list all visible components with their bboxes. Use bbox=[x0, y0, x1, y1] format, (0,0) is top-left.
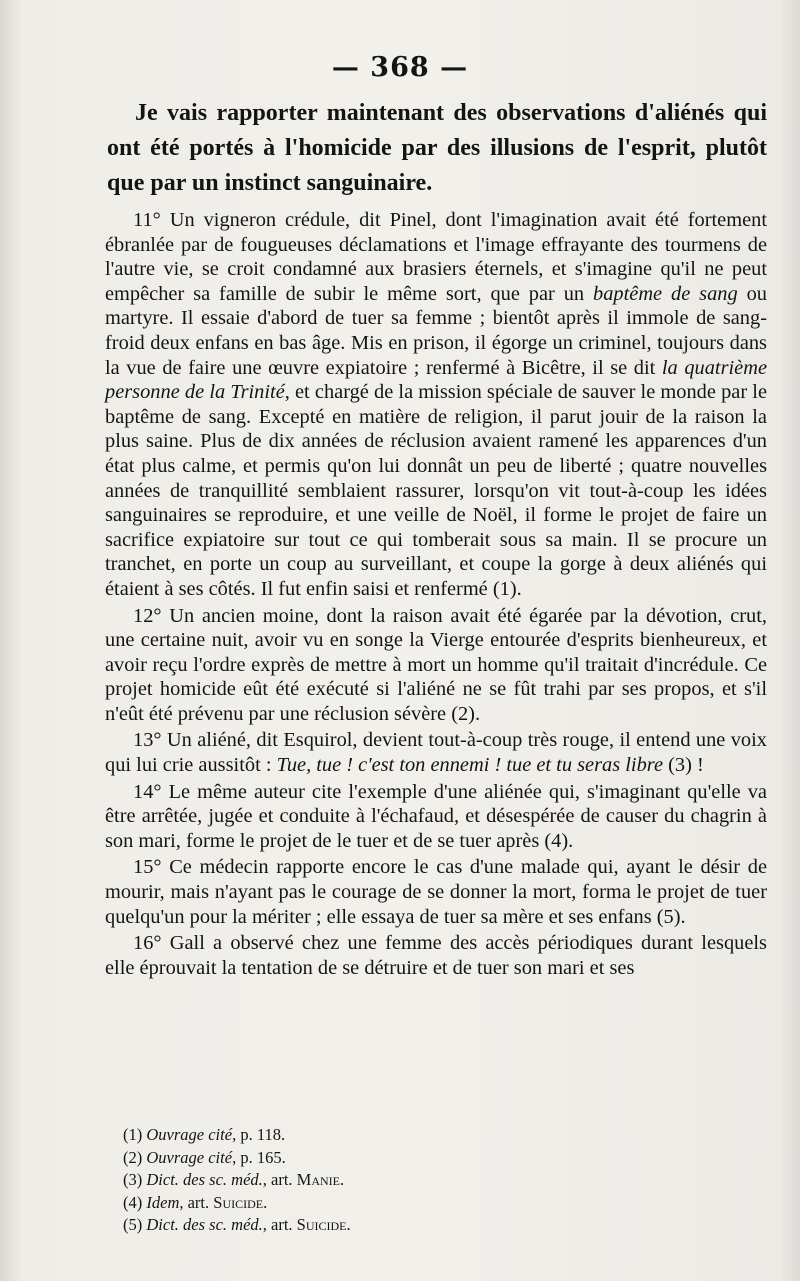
intro-paragraph bbox=[107, 96, 767, 201]
footnote-title: Ouvrage cité bbox=[146, 1147, 233, 1167]
case-text: 11° Un vigneron crédule, dit Pinel, dont l'imagination avait été fortement ébranlée par de fougueuses déclamations et l'image effrayante des tourmens de l'autre vie, se croit condamné aux brasiers éternels, et s'imagine qu'il ne peut empêcher sa famille de subir le même sort, que par un bbox=[105, 209, 767, 305]
footnote-number: (4) bbox=[123, 1192, 143, 1212]
case-text: ou martyre. Il essaie d'abord de tuer sa femme ; bientôt après il immole de sang-froid deux enfans en bas âge. Mis en prison, il égorge un criminel, toujours dans la vue de faire une œuvre expiatoire ; renfermé à Bicêtre, il se dit bbox=[105, 282, 767, 379]
case-paragraph bbox=[105, 780, 767, 854]
case-text: , et chargé de la mission spéciale de sauver le monde par le baptême de sang. Excepté en matière de religion, il parut jouir de la raison la plus saine. Plus de dix années de réclusion avaient ramené les apparences d'un état plus calme, et permis qu'on lui donnât un peu de liberté ; quatre nouvelles années de tranquillité semblaient rassurer, lorsqu'on vit tout-à-coup les idées sanguinaires se reproduire, et une veille de Noël, il forme le projet de faire un sacrifice expiatoire sur tout ce qui tomberait sous sa main. Il se procure un tranchet, en porte un coup au surveillant, et coupe la gorge à deux aliénés qui étaient à ses côtés. Il fut enfin saisi et renfermé (1). bbox=[105, 381, 767, 600]
footnote-title: Ouvrage cité bbox=[146, 1125, 233, 1144]
case-italic: Tue, tue ! c'est ton ennemi ! tue et tu seras libre bbox=[276, 754, 664, 777]
case-paragraph bbox=[105, 728, 767, 777]
footnotes bbox=[123, 1124, 643, 1237]
case-text: 12° Un ancien moine, dont la raison avait été égarée par la dévotion, crut, une certaine nuit, avoir vu en songe la Vierge entourée d'esprits bienheureux, et avoir reçu l'ordre exprès de mettre à mort un homme qu'il traitait d'incrédule. Ce projet homicide eût été exécuté si l'aliéné ne se fût trahi par ses propos, et s'il n'eût été prévenu par une réclusion sévère (2). bbox=[105, 604, 767, 725]
footnote bbox=[123, 1124, 643, 1147]
page-number: — 368 — bbox=[331, 52, 469, 83]
footnote-title: Dict. des sc. méd. bbox=[146, 1215, 263, 1234]
case-text: (3) ! bbox=[663, 754, 704, 777]
footnote-number: (1) bbox=[123, 1125, 143, 1144]
body-text bbox=[105, 208, 767, 982]
footnote-ref: , art. bbox=[262, 1170, 297, 1189]
case-text: 13° Un aliéné, dit Esquirol, devient tout-à-coup très rouge, il entend une voix qui lui crie aussitôt : bbox=[105, 729, 767, 777]
footnote-ref: , p. 118. bbox=[232, 1125, 286, 1144]
intro-text: Je vais rapporter maintenant des observations d'aliénés qui ont été portés à l'homicide par des illusions de l'esprit, plutôt que par un instinct sanguinaire. bbox=[107, 100, 767, 196]
footnote-article: Suicide. bbox=[296, 1215, 351, 1234]
footnote bbox=[123, 1147, 643, 1170]
footnote-article: Manie. bbox=[296, 1170, 345, 1189]
case-text: 16° Gall a observé chez une femme des accès périodiques durant lesquels elle éprouvait la tentation de se détruire et de tuer son mari et ses bbox=[105, 932, 767, 979]
case-text: 14° Le même auteur cite l'exemple d'une aliénée qui, s'imaginant qu'elle va être arrêtée, jugée et conduite à l'échafaud, et désespérée de causer du chagrin à son mari, forme le projet de le tuer et de se tuer après (4). bbox=[105, 780, 767, 852]
case-paragraph bbox=[105, 855, 767, 929]
footnote-number: (2) bbox=[123, 1147, 143, 1167]
footnote-title: Dict. des sc. méd. bbox=[146, 1170, 263, 1189]
footnote-ref: , art. bbox=[262, 1215, 297, 1234]
case-text: 15° Ce médecin rapporte encore le cas d'une malade qui, ayant le désir de mourir, mais n'ayant pas le courage de se donner la mort, forma le projet de tuer quelqu'un pour la mériter ; elle essaya de tuer sa mère et ses enfans (5). bbox=[105, 856, 767, 928]
footnote-ref: , art. bbox=[179, 1192, 214, 1212]
case-paragraph bbox=[105, 931, 767, 980]
footnote-title: Idem bbox=[146, 1192, 180, 1212]
footnote-number: (5) bbox=[123, 1215, 143, 1234]
footnote bbox=[123, 1214, 643, 1237]
case-paragraph bbox=[105, 208, 767, 602]
footnote-ref: , p. 165. bbox=[232, 1147, 286, 1167]
footnote-article: Suicide. bbox=[213, 1192, 268, 1212]
case-paragraph bbox=[105, 604, 767, 727]
case-italic: la quatrième personne de la Trinité bbox=[105, 356, 768, 404]
footnote-number: (3) bbox=[123, 1170, 143, 1189]
footnote bbox=[123, 1192, 643, 1215]
case-italic: baptême de sang bbox=[593, 282, 738, 305]
footnote bbox=[123, 1169, 643, 1192]
